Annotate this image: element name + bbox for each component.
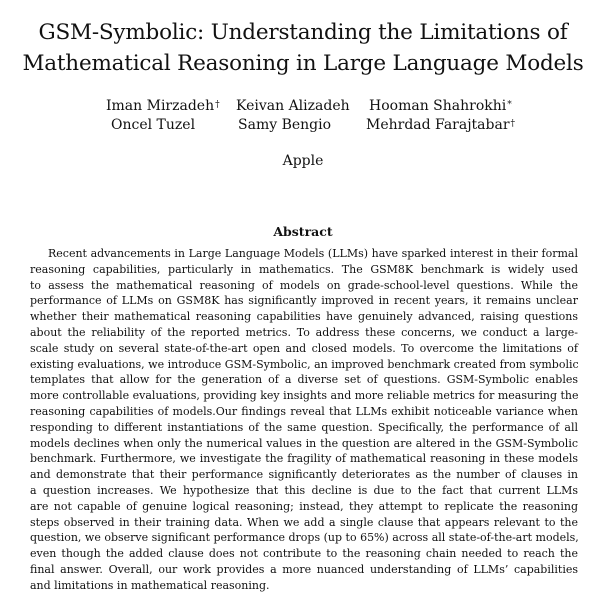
abstract-line: existing evaluations, we introduce GSM-Symbolic, an improved benchmark created from symbolic	[30, 357, 579, 371]
abstract-line: a question increases. We hypothesize that this decline is due to the fact that current LLMs	[30, 483, 578, 497]
author-mark: †	[510, 119, 516, 129]
author-3	[369, 97, 512, 115]
abstract-line: scale study on several state-of-the-art open and closed models. To overcome the limitations of	[30, 341, 578, 355]
author-name: Keivan Alizadeh	[236, 98, 350, 114]
abstract-line: whether their mathematical reasoning capabilities have genuinely advanced, raising questions	[30, 310, 578, 324]
abstract-line: more controllable evaluations, providing key insights and more reliable metrics for measuring the	[30, 389, 579, 403]
abstract-line: and limitations in mathematical reasoning.	[30, 578, 270, 592]
author-6	[366, 116, 515, 134]
author-4	[111, 116, 195, 134]
abstract-line: steps observed in their training data. When we add a single clause that appears relevant to the	[30, 515, 578, 529]
paper-title-line-2: Mathematical Reasoning in Large Language Models	[22, 51, 584, 76]
abstract-body	[30, 246, 578, 594]
paper-title-line-1: GSM-Symbolic: Understanding the Limitations of	[38, 20, 568, 45]
abstract-line: question, we observe significant performance drops (up to 65%) across all state-of-the-art models,	[30, 531, 579, 545]
abstract-line: models declines when only the numerical values in the question are altered in the GSM-Symbolic	[30, 436, 578, 450]
author-name: Iman Mirzadeh	[106, 98, 215, 114]
abstract-line: are not capable of genuine logical reasoning; instead, they attempt to replicate the reasoning	[30, 499, 578, 513]
author-1	[106, 97, 220, 115]
author-2	[236, 97, 350, 115]
abstract-line: and demonstrate that their performance significantly deteriorates as the number of clauses in	[30, 468, 578, 482]
abstract-line: Recent advancements in Large Language Models (LLMs) have sparked interest in their formal	[48, 247, 578, 260]
abstract-line: benchmark. Furthermore, we investigate the fragility of mathematical reasoning in these models	[30, 452, 578, 466]
abstract-line: about the reliability of the reported metrics. To address these concerns, we conduct a large-	[30, 325, 578, 339]
author-name: Samy Bengio	[238, 117, 332, 133]
abstract-line: templates that allow for the generation of a diverse set of questions. GSM-Symbolic enables	[30, 373, 578, 387]
abstract-line: performance of LLMs on GSM8K has significantly improved in recent years, it remains unclear	[30, 294, 578, 308]
author-name: Oncel Tuzel	[111, 117, 196, 133]
abstract-line: reasoning capabilities, particularly in mathematics. The GSM8K benchmark is widely used	[30, 262, 578, 276]
abstract-heading: Abstract	[273, 224, 333, 239]
author-5	[238, 116, 331, 134]
author-name: Mehrdad Farajtabar	[366, 117, 510, 133]
abstract-line: responding to different instantiations of the same question. Specifically, the performance of all	[30, 420, 578, 434]
abstract-line: reasoning capabilities of models.Our findings reveal that LLMs exhibit noticeable variance when	[30, 404, 578, 418]
abstract-line: even though the added clause does not contribute to the reasoning chain needed to reach the	[30, 547, 578, 561]
abstract-line: to assess the mathematical reasoning of models on grade-school-level questions. While the	[30, 278, 578, 292]
author-name: Hooman Shahrokhi	[369, 98, 507, 114]
author-mark: †	[215, 100, 220, 110]
abstract-line: final answer. Overall, our work provides a more nuanced understanding of LLMs’ capabilities	[30, 562, 578, 576]
author-mark: *	[507, 100, 512, 110]
affiliation: Apple	[282, 153, 324, 169]
